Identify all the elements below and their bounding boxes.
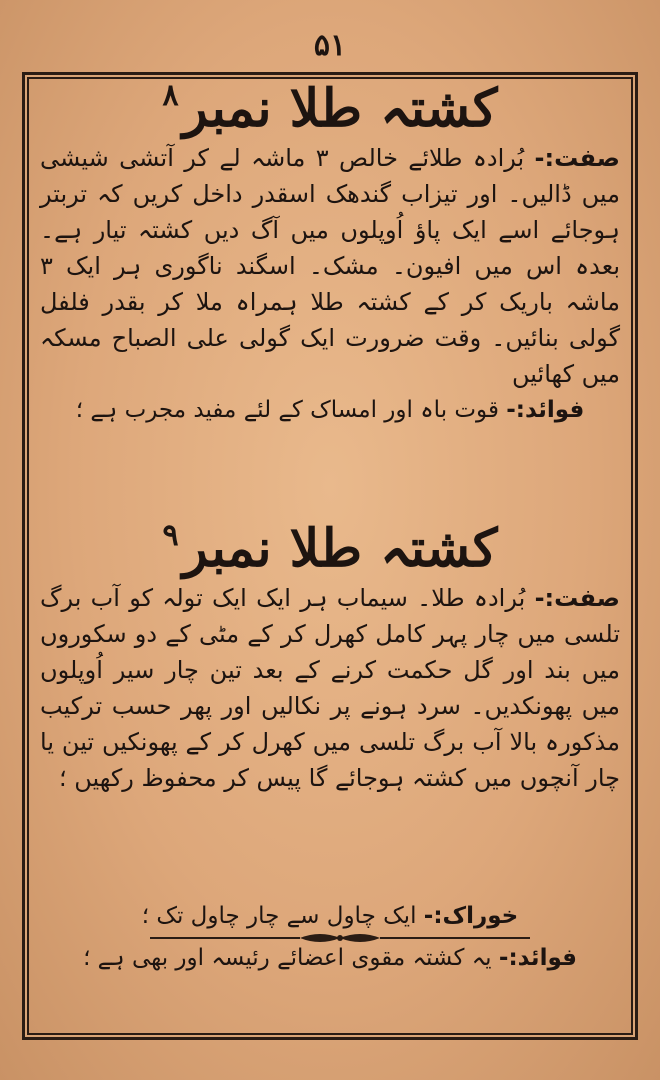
method-label: صفت:- bbox=[534, 144, 620, 173]
benefits-text: یہ کشتہ مقوی اعضائے رئیسہ اور بھی ہے ؛ bbox=[83, 945, 492, 971]
benefits-label: فوائد:- bbox=[506, 397, 585, 424]
benefits-label: فوائد:- bbox=[498, 945, 577, 971]
recipe-method bbox=[40, 580, 620, 796]
page-number: ۵۱ bbox=[313, 28, 347, 63]
dosage-text: ایک چاول سے چار چاول تک ؛ bbox=[141, 903, 417, 929]
recipe-title-text: کشتہ طلا نمبر bbox=[182, 518, 498, 579]
recipe-title-text: کشتہ طلا نمبر bbox=[182, 78, 498, 139]
recipe-title bbox=[40, 518, 620, 580]
recipe-number: ۸ bbox=[162, 78, 179, 113]
method-text: بُرادہ طلا۔ سیماب ہر ایک ایک تولہ کو آب برگ تلسی میں چار پہر کامل کھرل کر کے مٹی کے دو سکوروں میں بند اور گل حکمت کرنے کے بعد تین چار سیر اُوپلوں میں پھونکدیں۔ سرد ہونے پر نکالیں اور پھر حسب ترکیب مذکورہ بالا آب برگ تلسی میں کھرل کر کے پھونکیں تین یا چار آنچوں میں کشتہ ہوجائے گا پیس کر محفوظ رکھیں ؛ bbox=[40, 584, 620, 793]
recipe-dosage bbox=[40, 898, 620, 934]
recipe-benefits bbox=[40, 392, 620, 428]
benefits-text: قوت باہ اور امساک کے لئے مفید مجرب ہے ؛ bbox=[75, 397, 499, 424]
recipe-section bbox=[40, 78, 620, 428]
recipe-method bbox=[40, 140, 620, 392]
page-content bbox=[40, 78, 620, 1028]
recipe-section bbox=[40, 518, 620, 796]
method-label: صفت:- bbox=[534, 584, 620, 613]
recipe-number: ۹ bbox=[162, 518, 179, 553]
recipe-title bbox=[40, 78, 620, 140]
dosage-label: خوراک:- bbox=[423, 903, 519, 929]
method-text: بُرادہ طلائے خالص ۳ ماشہ لے کر آتشی شیشی میں ڈالیں۔ اور تیزاب گندھک اسقدر داخل کریں کہ تربتر ہوجائے اسے ایک پاؤ اُوپلوں میں آگ دیں کشتہ تیار ہے۔ بعدہ اس میں افیون۔ مشک۔ اسگند ناگوری ہر ایک ۳ ماشہ باریک کر کے کشتہ طلا ہمراہ ملا کر بقدر فلفل گولی بنائیں۔ وقت ضرورت ایک گولی علی الصباح مسکہ میں کھائیں bbox=[40, 144, 620, 389]
ornamental-divider bbox=[150, 930, 530, 946]
